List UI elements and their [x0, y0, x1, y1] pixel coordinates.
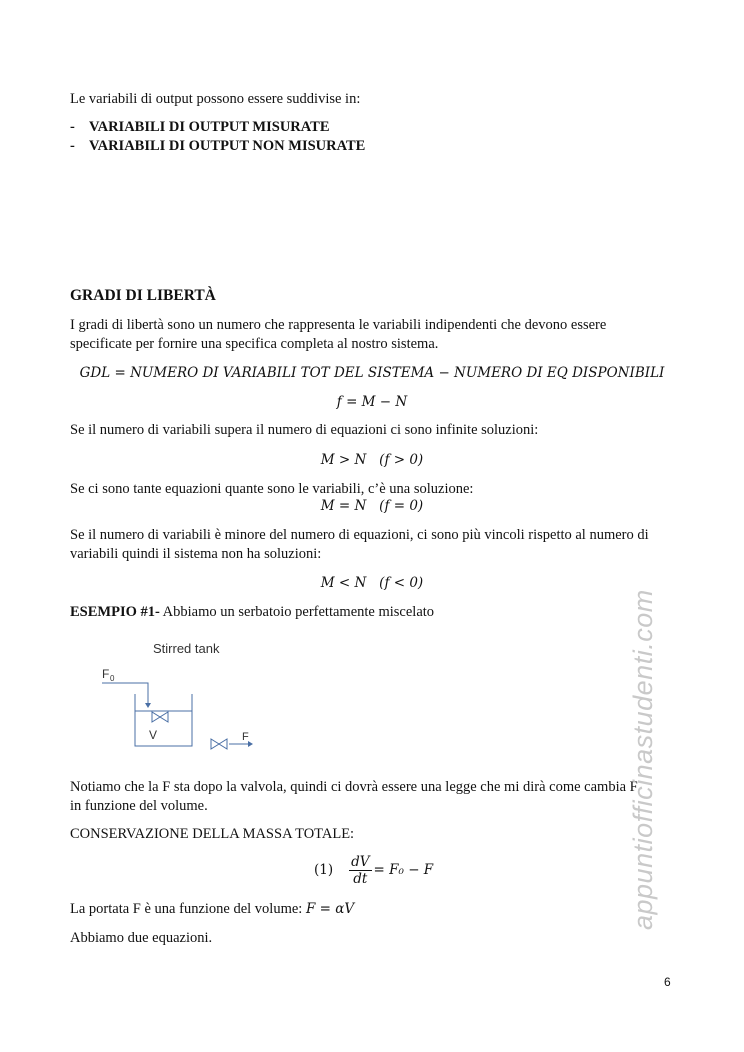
section-title: GRADI DI LIBERTÀ: [70, 287, 216, 304]
equation-f: f = M − N: [336, 394, 408, 410]
volume-label: V: [149, 728, 158, 742]
outlet-valve-icon: [211, 739, 219, 749]
bullet-text: VARIABILI DI OUTPUT MISURATE: [89, 119, 330, 135]
bullet-text: VARIABILI DI OUTPUT NON MISURATE: [89, 138, 366, 154]
flow-equation: F = αV: [305, 901, 355, 917]
equation-gdl: GDL = NUMERO DI VARIABILI TOT DEL SISTEMA − NUMERO DI EQ DISPONIBILI: [79, 365, 665, 381]
case3-line: Se il numero di variabili è minore del numero di equazioni, ci sono più vincoli rispetto al numero di: [70, 527, 649, 543]
paragraph-line: I gradi di libertà sono un numero che rappresenta le variabili indipendenti che devono essere: [70, 317, 607, 333]
intro-text: Le variabili di output possono essere suddivise in:: [70, 91, 361, 107]
fraction-numerator: dV: [351, 854, 370, 870]
note-line: Notiamo che la F sta dopo la valvola, quindi ci dovrà essere una legge che mi dirà come cambia F: [70, 779, 638, 795]
example-line: [70, 603, 434, 621]
stirred-tank-diagram: [96, 638, 276, 758]
flow-line: [70, 900, 354, 918]
note-line: in funzione del volume.: [70, 798, 208, 814]
closing-text: Abbiamo due equazioni.: [70, 930, 213, 946]
example-text: Abbiamo un serbatoio perfettamente miscelato: [159, 604, 435, 620]
derivative-fraction: [349, 854, 371, 887]
conservation-title: CONSERVAZIONE DELLA MASSA TOTALE:: [70, 826, 355, 842]
inlet-arrow: [145, 703, 151, 708]
case2-text: Se ci sono tante equazioni quante sono le variabili, c’è una soluzione:: [70, 481, 474, 497]
case3-line: variabili quindi il sistema non ha soluzioni:: [70, 546, 322, 562]
tank-outline: [135, 694, 192, 746]
outlet-arrow: [248, 741, 253, 747]
equation-1: [314, 852, 433, 888]
inlet-pipe: [102, 683, 148, 706]
bullet-dash: -: [70, 138, 75, 154]
bullet-dash: -: [70, 119, 75, 135]
page-number: 6: [664, 975, 671, 989]
case1-text: Se il numero di variabili supera il numero di equazioni ci sono infinite soluzioni:: [70, 422, 539, 438]
outlet-valve-icon: [219, 739, 227, 749]
diagram-title: Stirred tank: [153, 641, 220, 656]
inlet-subscript: 0: [110, 674, 115, 683]
watermark: appuntiofficinastudenti.com: [628, 589, 658, 930]
example-label: ESEMPIO #1-: [70, 604, 160, 620]
case1-equation: M > N (f > 0): [320, 452, 424, 468]
equation-rhs: = F₀ − F: [373, 862, 434, 878]
equation-number: (1): [314, 862, 334, 878]
fraction-denominator: dt: [353, 871, 368, 887]
list-item: [0, 118, 744, 136]
paragraph-line: specificate per fornire una specifica completa al nostro sistema.: [70, 336, 439, 352]
tank-valve-icon: [152, 712, 160, 722]
tank-valve-icon: [160, 712, 168, 722]
list-item: [0, 137, 744, 155]
case2-equation: M = N (f = 0): [320, 498, 424, 514]
inlet-label: F: [102, 667, 110, 681]
outlet-label: F: [242, 731, 249, 743]
case3-equation: M < N (f < 0): [320, 575, 424, 591]
flow-text: La portata F è una funzione del volume:: [70, 901, 306, 917]
